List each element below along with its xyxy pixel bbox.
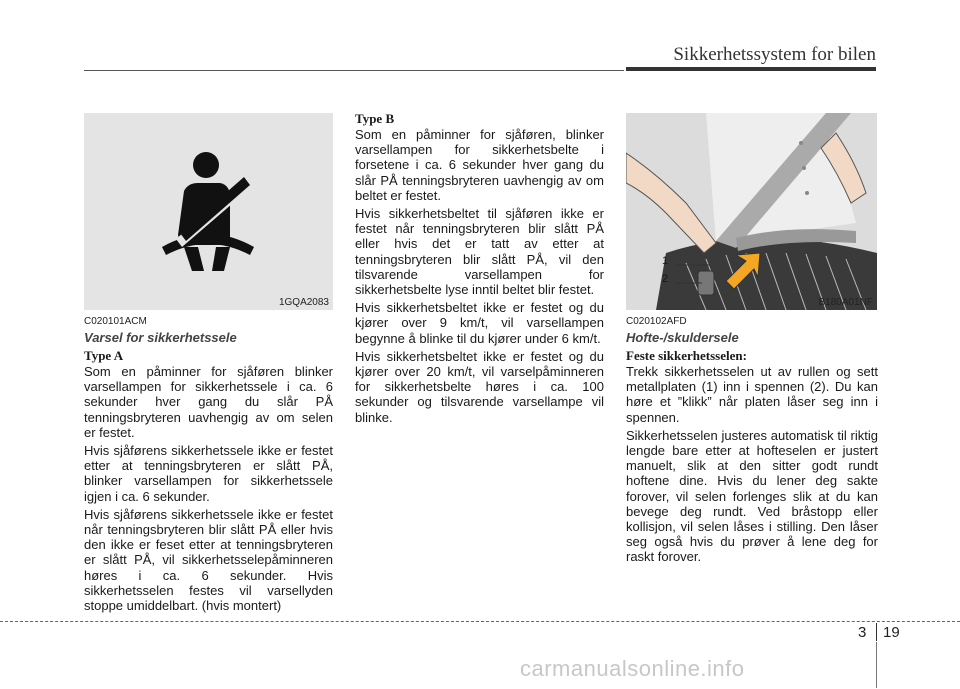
callout-2: 2: [662, 273, 669, 285]
type-b-heading: Type B: [355, 111, 395, 126]
watermark: carmanualsonline.info: [520, 656, 745, 681]
header-rule: [84, 70, 624, 71]
footer-separator: [876, 623, 877, 641]
left-text-block: [84, 347, 333, 616]
section-title: Hofte-/skuldersele: [626, 330, 739, 345]
seatbelt-buckle-image: [626, 113, 877, 310]
image-code: B180A01NF: [818, 297, 873, 308]
paragraph: Hvis sikkerhetsbeltet ikke er festet og du kjører over 9 km/t, vil varsellampen begynne å blinke til du kjører under 6 km/t.: [355, 300, 604, 346]
type-a-heading: Type A: [84, 348, 124, 363]
right-text-block: [626, 347, 878, 568]
chapter-number: 3: [858, 624, 867, 641]
footer-rule: [0, 621, 960, 622]
ref-code: C020101ACM: [84, 316, 147, 327]
paragraph: Trekk sikkerhetsselen ut av rullen og sett metallplaten (1) inn i spennen (2). Du kan høre et ”klikk” når platen låser seg inn i spennen.: [626, 364, 878, 425]
paragraph: Sikkerhetsselen justeres automatisk til riktig lengde bare etter at hofteselen er justert manuelt, slik at den sitter godt rundt hoftene dine. Hvis du lener deg sakte forover, vil selen forlenges slik at du kan bevege deg rundt. Ved bråstopp eller kollisjon, vil selen låses i stilling. Den låser seg også hvis du prøver å lene deg for raskt forover.: [626, 427, 878, 565]
middle-text-block: [355, 110, 604, 428]
ref-code: C020102AFD: [626, 316, 687, 327]
paragraph: Hvis sjåførens sikkerhetssele ikke er festet når tenningsbryteren blir slått PÅ eller hvis den ikke er feset etter at tenningsbryteren er slått PÅ, vil sikkerhetsselepåminneren høres i ca. 6 sekunder. Hvis sikkerhetsselen festes vil varsellyden stoppe umiddelbart. (hvis montert): [84, 506, 333, 614]
callout-1: 1: [662, 255, 669, 267]
section-title: Varsel for sikkerhetssele: [84, 330, 237, 345]
header-title: Sikkerhetssystem for bilen: [673, 44, 876, 65]
seatbelt-warning-image: [84, 113, 333, 310]
header-bar: [626, 67, 876, 71]
image-code: 1GQA2083: [278, 297, 329, 308]
subheading: Feste sikkerhetsselen:: [626, 348, 747, 363]
seatbelt-warning-icon: [84, 113, 333, 310]
paragraph: Hvis sikkerhetsbeltet ikke er festet og du kjører over 20 km/t, vil varselpåminneren for sikkerhetsbelte høres i ca. 100 sekunder og tilsvarende varsellampe vil blinke.: [355, 348, 604, 425]
paragraph: Som en påminner for sjåføren blinker varsellampen for sikkerhetssele i ca. 6 sekunder hver gang du slår PÅ tenningsbryteren uavhengig av om selen er festet.: [84, 364, 333, 440]
paragraph: Hvis sikkerhetsbeltet til sjåføren ikke er festet når tenningsbryteren blir slått PÅ eller hvis det er tatt av etter at tenningsbryteren blir slått PÅ, vil den tilsvarende varsellampen for sikkerhetsbelte lyse inntil beltet blir festet.: [355, 206, 604, 298]
footer-tick: [876, 642, 877, 688]
page-number: 19: [883, 624, 900, 641]
paragraph: Som en påminner for sjåføren, blinker varsellampen for sikkerhetsbelte i forsetene i ca. 6 sekunder hver gang du slår PÅ tenningsbryteren uavhengig av om beltet er festet.: [355, 127, 604, 203]
paragraph: Hvis sjåførens sikkerhetssele ikke er festet etter at tenningsbryteren er slått PÅ, blinker varsellampen for sikkerhetssele igjen i ca. 6 sekunder.: [84, 443, 333, 504]
